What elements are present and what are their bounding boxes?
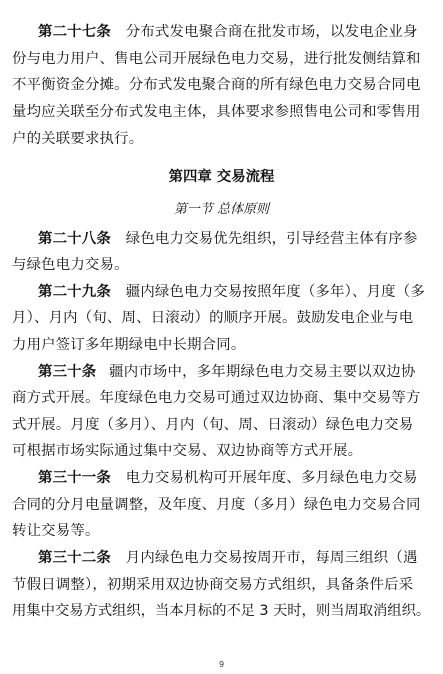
article-27-line-4: 量均应关联至分布式发电主体，具体要求参照售电公司和零售用 bbox=[12, 104, 421, 120]
article-27-title: 第二十七条 bbox=[38, 24, 111, 40]
article-30-line-1 bbox=[38, 363, 416, 381]
article-28-text: 绿色电力交易优先组织，引导经营主体有序参 bbox=[125, 231, 418, 247]
article-31-title: 第三十一条 bbox=[38, 470, 111, 486]
article-31-text: 电力交易机构可开展年度、多月绿色电力交易 bbox=[125, 470, 418, 486]
chapter-heading: 第四章 交易流程 bbox=[168, 169, 275, 185]
article-32-title: 第三十二条 bbox=[38, 550, 111, 566]
article-27-text: 分布式发电聚合商在批发市场，以发电企业身 bbox=[125, 24, 418, 40]
article-31-line-3: 转让交易等。 bbox=[12, 523, 100, 539]
article-28-title: 第二十八条 bbox=[38, 231, 111, 247]
article-32-line-2: 节假日调整），初期采用双边协商交易方式组织，具备条件后采 bbox=[12, 577, 414, 593]
article-27-line-1 bbox=[38, 23, 418, 41]
article-32-line-3: 用集中交易方式组织，当本月标的不足 3 天时，则当周取消组织。 bbox=[12, 603, 431, 619]
article-29-title: 第二十九条 bbox=[38, 284, 111, 300]
article-30-line-3: 式开展。月度（多月）、月内（旬、周、日滚动）绿色电力交易 bbox=[12, 417, 414, 433]
article-29-line-3: 力用户签订多年期绿电中长期合同。 bbox=[12, 337, 246, 353]
article-28-line-2: 与绿色电力交易。 bbox=[12, 257, 129, 273]
article-32-line-1 bbox=[38, 549, 418, 567]
article-30-line-2: 商方式开展。年度绿色电力交易可通过双边协商、集中交易等方 bbox=[12, 390, 421, 406]
article-29-text: 疆内绿色电力交易按照年度（多年）、月度（多 bbox=[125, 284, 425, 300]
page-number: 9 bbox=[218, 660, 225, 669]
article-30-title: 第三十条 bbox=[38, 364, 97, 380]
article-28-line-1 bbox=[38, 230, 418, 248]
article-31-line-1 bbox=[38, 469, 418, 487]
article-27-line-5: 户的关联要求执行。 bbox=[12, 131, 144, 147]
article-30-line-4: 可根据市场实际通过集中交易、双边协商等方式开展。 bbox=[12, 443, 363, 459]
article-31-line-2: 合同的分月电量调整，及年度、月度（多月）绿色电力交易合同 bbox=[12, 497, 421, 513]
article-29-line-2: 月）、月内（旬、周、日滚动）的顺序开展。鼓励发电企业与电 bbox=[12, 310, 414, 326]
section-heading: 第一节 总体原则 bbox=[173, 202, 270, 217]
article-32-text: 月内绿色电力交易按周开市，每周三组织（遇 bbox=[125, 550, 418, 566]
article-27-line-3: 不平衡资金分摊。分布式发电聚合商的所有绿色电力交易合同电 bbox=[12, 77, 421, 93]
article-27-line-2: 份与电力用户、售电公司开展绿色电力交易，进行批发侧结算和 bbox=[12, 51, 421, 67]
article-30-text: 疆内市场中，多年期绿色电力交易主要以双边协 bbox=[109, 364, 416, 380]
article-29-line-1 bbox=[38, 283, 425, 301]
